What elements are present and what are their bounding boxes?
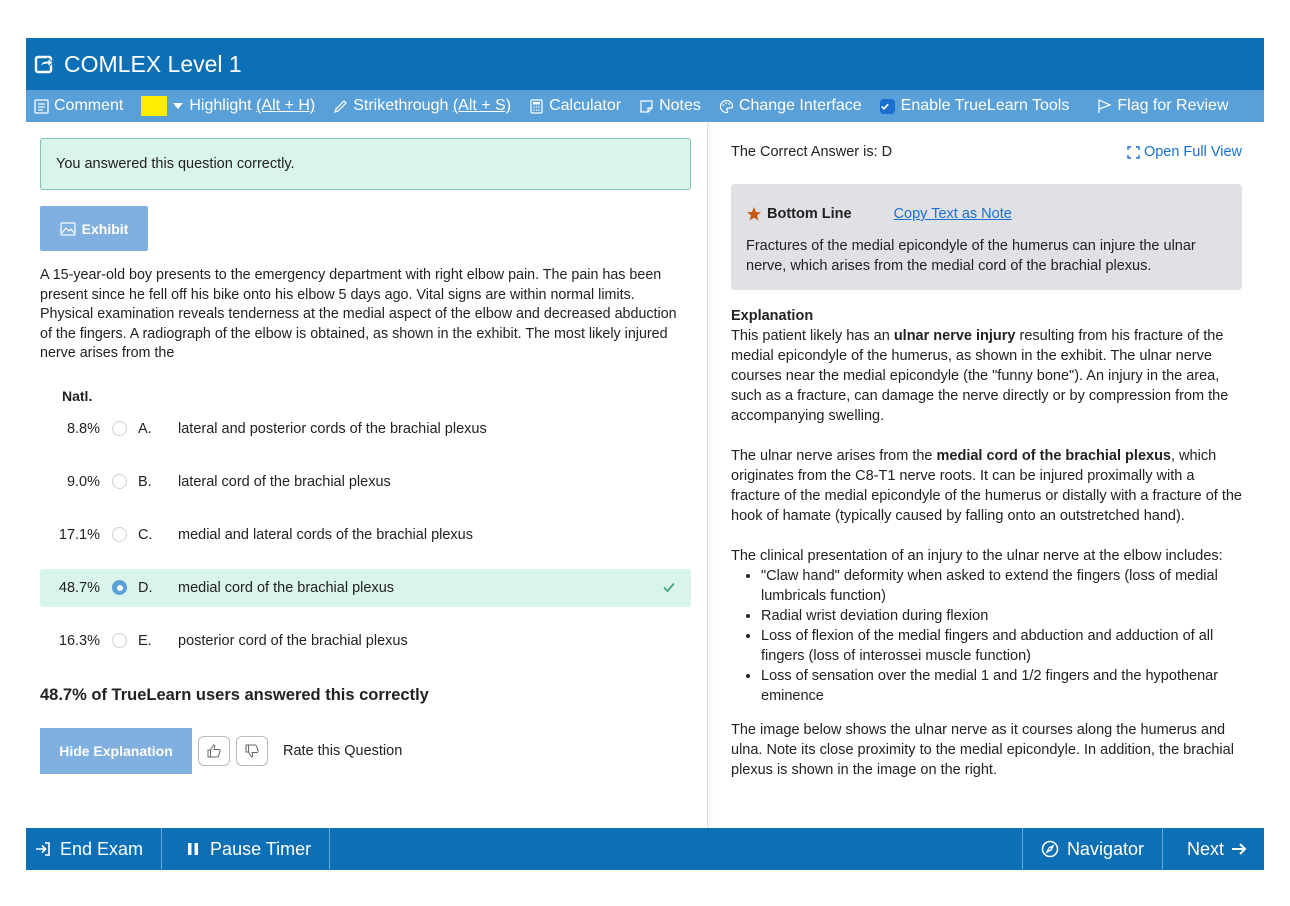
next-button[interactable] [1162, 828, 1264, 870]
question-panel [26, 122, 708, 828]
enable-tools-checkbox[interactable] [880, 99, 895, 114]
hide-explanation-button[interactable]: Hide Explanation [40, 728, 192, 774]
footer-bar [26, 828, 1264, 870]
answer-choice-b[interactable] [40, 463, 691, 501]
calculator-button[interactable] [529, 97, 621, 115]
arrow-right-icon [1230, 840, 1248, 858]
calculator-icon [529, 99, 544, 114]
thumbs-down-icon [244, 743, 260, 759]
comment-icon [34, 99, 49, 114]
percent-correct-stat: 48.7% of TrueLearn users answered this correctly [40, 685, 429, 704]
choice-text: posterior cord of the brachial plexus [178, 632, 408, 649]
bottom-line-box [731, 184, 1242, 290]
highlight-shortcut: (Alt + H) [256, 97, 316, 114]
palette-icon [719, 99, 734, 114]
open-full-view-label: Open Full View [1143, 144, 1242, 160]
choice-percent: 8.8% [66, 420, 100, 437]
correct-answer-row [731, 144, 1242, 160]
exam-window [26, 38, 1264, 870]
national-stats-header: Natl. [62, 387, 93, 404]
change-interface-label: Change Interface [738, 97, 862, 114]
check-icon [880, 99, 890, 114]
enable-tools-toggle[interactable] [880, 97, 1070, 115]
choice-radio[interactable] [112, 474, 127, 489]
choice-letter: B. [138, 473, 152, 490]
explanation-body [731, 306, 1242, 780]
pause-icon [184, 840, 202, 858]
choice-radio[interactable] [112, 633, 127, 648]
choice-letter: C. [138, 526, 153, 543]
pause-timer-button[interactable] [162, 828, 330, 870]
answer-choice-c[interactable] [40, 516, 691, 554]
highlight-button[interactable] [141, 96, 315, 116]
app-title: COMLEX Level 1 [64, 50, 242, 77]
question-actions [40, 728, 691, 774]
enable-tools-label: Enable TrueLearn Tools [900, 97, 1070, 114]
navigator-label: Navigator [1066, 838, 1144, 859]
list-item: • Radial wrist deviation during flexion [761, 606, 1242, 626]
explanation-paragraph-4: The image below shows the ulnar nerve as it courses along the humerus and ulna. Note its close proximity to the medial epicondyle. In addition, the brachial plexus is shown in the image on the right. [731, 722, 1234, 778]
compass-icon [1041, 840, 1059, 858]
answer-choice-e[interactable] [40, 622, 691, 660]
list-item: • Loss of sensation over the medial 1 and 1/2 fingers and the hypothenar eminence [761, 666, 1242, 706]
pause-timer-label: Pause Timer [210, 838, 312, 859]
choice-text: medial and lateral cords of the brachial plexus [178, 526, 473, 543]
end-exam-button[interactable] [26, 828, 162, 870]
answer-choice-a[interactable] [40, 410, 691, 448]
comment-label: Comment [54, 97, 124, 114]
choice-text: lateral and posterior cords of the brachial plexus [178, 420, 487, 437]
expand-icon [1127, 146, 1140, 159]
open-full-view-link[interactable] [1127, 144, 1242, 160]
end-exam-label: End Exam [60, 838, 144, 859]
correct-answer-text: The Correct Answer is: D [731, 144, 893, 160]
text-run: This patient likely has an [731, 328, 894, 344]
choice-letter: E. [138, 632, 152, 649]
toolbar [26, 90, 1264, 122]
thumbs-up-icon [206, 743, 222, 759]
copy-text-as-note-link[interactable]: Copy Text as Note [893, 206, 1012, 222]
result-message: You answered this question correctly. [56, 156, 295, 172]
choice-text: lateral cord of the brachial plexus [178, 473, 391, 490]
symptom-list [761, 566, 1242, 706]
bold-term: ulnar nerve injury [893, 328, 1016, 344]
highlight-color-swatch[interactable] [141, 96, 167, 116]
choice-letter: A. [138, 420, 152, 437]
question-stem: A 15-year-old boy presents to the emergency department with right elbow pain. The pain has been present since he fell off his bike onto his elbow 5 days ago. Vital signs are within normal limits. Physical examination reveals tenderness at the medial aspect of the elbow and decreased abduction of the fingers. A radiograph of the elbow is obtained, as shown in the exhibit. The most likely injured nerve arises from the [40, 267, 677, 361]
next-label: Next [1186, 838, 1224, 859]
thumbs-up-button[interactable] [198, 736, 230, 766]
answer-choice-d[interactable] [40, 569, 691, 607]
explanation-panel [708, 122, 1264, 828]
explanation-paragraph-1 [731, 326, 1242, 426]
chevron-down-icon[interactable] [173, 103, 183, 109]
bottom-line-header [746, 206, 1226, 222]
image-icon [60, 222, 76, 236]
footer-spacer [330, 828, 1022, 870]
strikethrough-label: Strikethrough [353, 97, 449, 114]
choice-percent: 16.3% [58, 632, 100, 649]
strikethrough-button[interactable] [333, 97, 511, 115]
exhibit-label: Exhibit [81, 220, 129, 237]
explanation-heading: Explanation [731, 308, 814, 324]
bold-term: medial cord of the brachial plexus [936, 448, 1171, 464]
rate-question-label: Rate this Question [283, 742, 403, 759]
notes-icon [639, 99, 654, 114]
notes-button[interactable] [639, 97, 701, 115]
flag-label: Flag for Review [1117, 97, 1229, 114]
title-bar [26, 38, 1264, 90]
text-run: resulting from his fracture of the medial epicondyle of the humerus, as shown in the exhibit. The ulnar nerve courses near the medial epicondyle (the "funny bone"). An injury in the area, such as a fracture, can damage the nerve directly or by compression from the accompanying swelling. [731, 328, 1229, 424]
bottom-line-title: Bottom Line [767, 206, 852, 222]
choice-letter: D. [138, 579, 153, 596]
flag-icon [1097, 99, 1112, 114]
list-item: • Loss of flexion of the medial fingers and abduction and adduction of all fingers (loss of interossei muscle function) [761, 626, 1242, 666]
strikethrough-shortcut: (Alt + S) [452, 97, 512, 114]
thumbs-down-button[interactable] [236, 736, 268, 766]
calculator-label: Calculator [549, 97, 622, 114]
bottom-line-text: Fractures of the medial epicondyle of the humerus can injure the ulnar nerve, which arises from the medial cord of the brachial plexus. [746, 238, 1196, 274]
share-icon [34, 54, 54, 74]
list-item: • "Claw hand" deformity when asked to extend the fingers (loss of medial lumbricals function) [761, 566, 1242, 606]
star-icon [746, 206, 762, 222]
text-run: , which originates from the C8-T1 nerve roots. It can be injured proximally with a fracture of the medial epicondyle of the humerus or distally with a fracture of the hook of hamate (typically caused by falling onto an outstretched hand). [731, 448, 1242, 524]
text-run: The ulnar nerve arises from the [731, 448, 937, 464]
correct-check-icon [661, 579, 677, 595]
choice-percent: 17.1% [58, 526, 100, 543]
flag-for-review-button[interactable] [1097, 97, 1228, 115]
choice-radio-selected[interactable] [112, 580, 127, 595]
choice-radio[interactable] [112, 527, 127, 542]
pencil-icon [333, 99, 348, 114]
explanation-paragraph-3: The clinical presentation of an injury to the ulnar nerve at the elbow includes: [731, 548, 1223, 564]
checkmark-icon [880, 99, 895, 114]
result-banner [40, 138, 691, 190]
comment-button[interactable] [34, 97, 123, 115]
change-interface-button[interactable] [719, 97, 862, 115]
navigator-button[interactable] [1022, 828, 1162, 870]
choice-radio[interactable] [112, 421, 127, 436]
choice-text: medial cord of the brachial plexus [178, 579, 395, 596]
highlight-label: Highlight [189, 97, 252, 114]
exit-icon [34, 840, 52, 858]
explanation-paragraph-2 [731, 446, 1242, 526]
choice-percent: 9.0% [66, 473, 100, 490]
content-area [26, 122, 1264, 828]
choice-percent: 48.7% [58, 579, 100, 596]
exhibit-button[interactable] [40, 206, 148, 251]
notes-label: Notes [659, 97, 701, 114]
